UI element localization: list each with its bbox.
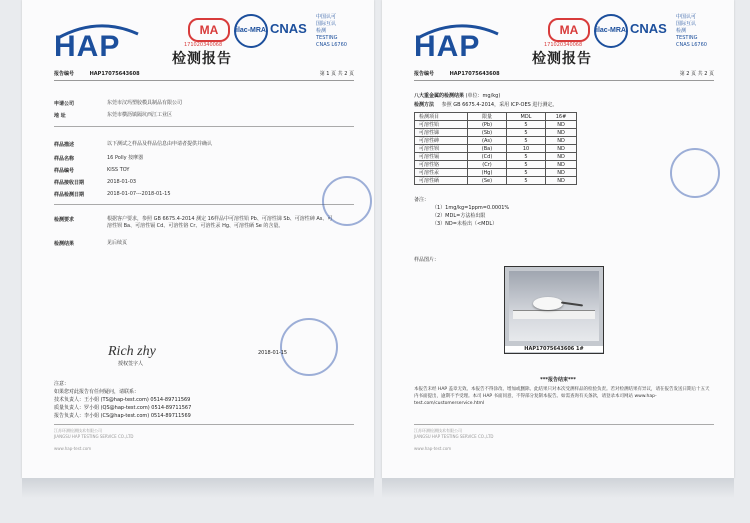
accreditation-block (676, 14, 716, 49)
seal-stamp (280, 318, 338, 376)
ilac-mra-logo: ilac-MRA (594, 14, 628, 48)
field-label: 样品描述 (54, 142, 75, 148)
column-header: 检测项目 (415, 113, 468, 121)
hap-logo-text: HAP (414, 30, 481, 63)
footer-company-cn: 江苏环测检测技术有限公司 (54, 428, 102, 433)
page-shadow (22, 478, 374, 498)
table-cell: (As) (468, 137, 507, 145)
sample-photo (504, 266, 604, 354)
report-header-row (414, 70, 714, 81)
remark-line: （2）MDL=方法检出限 (432, 213, 486, 219)
table-row (415, 137, 577, 145)
field-label: 样品编号 (54, 168, 75, 174)
table-cell: (Pb) (468, 121, 507, 129)
table-cell: (Se) (468, 177, 507, 185)
table-cell: (Cr) (468, 161, 507, 169)
field-label: 样品接收日期 (54, 180, 85, 186)
accreditation-line: CNAS L6760 (676, 42, 707, 48)
table-cell: 5 (507, 129, 546, 137)
field-label: 地 址 (54, 113, 66, 119)
table-cell: 可溶性硒 (415, 177, 468, 185)
footer-website: www.hap-test.com (54, 446, 92, 451)
table-cell: ND (546, 137, 577, 145)
field-label: 检测结果 (54, 241, 75, 247)
sign-date: 2018-01-15 (258, 350, 288, 356)
divider (54, 204, 354, 205)
table-cell: ND (546, 169, 577, 177)
accreditation-line: 检测 (316, 28, 327, 34)
remark-line: （1）1mg/kg=1ppm=0.0001% (432, 205, 510, 211)
method-text: 参照 GB 6675.4-2014，采用 ICP-OES 进行测定。 (441, 102, 558, 108)
sample-photo-image (509, 271, 599, 341)
report-title: 检测报告 (532, 51, 592, 67)
ruler-icon (513, 310, 595, 319)
accreditation-line: 国际互认 (676, 21, 697, 27)
field-label: 申请公司 (54, 101, 75, 107)
photo-label: 样品图片： (414, 257, 440, 263)
footer-company-en: JIANGSU HAP TESTING SERVICE CO.,LTD (54, 434, 134, 439)
accreditation-line: TESTING (676, 35, 698, 41)
field-label: 检测要求 (54, 217, 75, 223)
report-page-1 (22, 0, 374, 478)
cma-logo: MA (188, 18, 230, 42)
cnas-logo: CNAS (270, 21, 307, 36)
hap-logo (54, 22, 142, 66)
section-title-row (414, 92, 500, 99)
remarks-block (414, 196, 509, 228)
metal-results-table (414, 112, 577, 185)
footer-website: www.hap-test.com (414, 446, 452, 451)
report-page-2 (382, 0, 734, 478)
cert-number: 171020340068 (544, 42, 583, 48)
table-cell: ND (546, 145, 577, 153)
field-value: 2018-01-07---2018-01-15 (107, 191, 171, 197)
signer-label: 授权签字人 (118, 361, 144, 367)
report-header-row (54, 70, 354, 81)
divider (54, 424, 354, 425)
page-shadow (382, 478, 734, 498)
footer-company-en: JIANGSU HAP TESTING SERVICE CO.,LTD (414, 434, 494, 439)
note-line: 质量负责人：罗小姐 (QS@hap-test.com) 0514-89711567 (54, 405, 192, 411)
table-cell: ND (546, 153, 577, 161)
table-cell: 可溶性锑 (415, 129, 468, 137)
field-value: 东莞市汉玛塑胶模具制品有限公司 (107, 100, 183, 106)
table-cell: 10 (507, 145, 546, 153)
field-value: KISS TOY (107, 167, 130, 173)
table-header-row (415, 113, 577, 121)
table-cell: ND (546, 129, 577, 137)
field-label: 样品检测日期 (54, 192, 85, 198)
page-indicator: 第 2 页 共 2 页 (679, 71, 714, 77)
report-no-label: 报告编号 (414, 71, 435, 77)
field-value: 见后续页 (107, 240, 128, 246)
field-value: 16 Polly 按摩器 (107, 155, 144, 161)
remark-line: （3）ND=未检出（<MDL） (432, 221, 498, 227)
ilac-mra-logo: ilac-MRA (234, 14, 268, 48)
table-row (415, 129, 577, 137)
page-indicator: 第 1 页 共 2 页 (319, 71, 354, 77)
note-line: 技术负责人：王小姐 (TS@hap-test.com) 0514-89711569 (54, 397, 191, 403)
table-cell: (Cd) (468, 153, 507, 161)
report-no: HAP17075643608 (449, 71, 500, 77)
table-row (415, 153, 577, 161)
table-row (415, 161, 577, 169)
footer-company-cn: 江苏环测检测技术有限公司 (414, 428, 462, 433)
table-cell: 可溶性汞 (415, 169, 468, 177)
column-header: 16# (546, 113, 577, 121)
table-cell: 可溶性砷 (415, 137, 468, 145)
massager-egg-icon (533, 297, 563, 310)
seal-stamp (670, 148, 720, 198)
table-cell: 可溶性钡 (415, 145, 468, 153)
field-value: 根据客户要求，参照 GB 6675.4-2014 测定 16样品中可溶性铅 Pb、可溶性锑 Sb、可溶性砷 As、可溶性钡 Ba、可溶性镉 Cd、可溶性铬 Cr、可溶性汞 Hg、可溶性硒 Se 的含量。 (107, 216, 333, 229)
table-cell: ND (546, 161, 577, 169)
note-line: 报告负责人：李小姐 (CS@hap-test.com) 0514-89711569 (54, 413, 191, 419)
accreditation-line: CNAS L6760 (316, 42, 347, 48)
table-cell: 5 (507, 161, 546, 169)
table-cell: 5 (507, 169, 546, 177)
table-cell: 可溶性铅 (415, 121, 468, 129)
table-cell: ND (546, 177, 577, 185)
accreditation-line: 国际互认 (316, 21, 337, 27)
report-end: ***报告结束*** (540, 377, 576, 383)
accreditation-line: 中国认可 (316, 14, 337, 20)
remarks-label: 备注： (414, 197, 430, 203)
report-title: 检测报告 (172, 51, 232, 67)
table-cell: ND (546, 121, 577, 129)
hap-logo (414, 22, 502, 66)
cnas-logo: CNAS (630, 21, 667, 36)
disclaimer: 本报告未经 HAP 盖章无效。本报告不得涂改、增加或删除。此结果只对本次受测样品的检验负责。若对检测结果有异议，请在报告发送日期后十五天内书面提出，逾期不予受理。本司 HAP 书面同意，不得部分复制本报告。如需查询有关条款，请登录本司网站 www.hap-test.com/customerservice.html (414, 387, 710, 406)
cable-icon (561, 301, 583, 306)
table-row (415, 177, 577, 185)
notes-intro: 注意： (54, 381, 70, 387)
section-title: 八大重金属的检测结果 (414, 93, 465, 99)
field-value: 东莞市横沥镇隔坑西江工业区 (107, 112, 173, 118)
table-cell: (Hg) (468, 169, 507, 177)
table-cell: (Ba) (468, 145, 507, 153)
note-line: 如果您对此报告有任何疑问，请联系： (54, 389, 140, 395)
table-cell: 5 (507, 177, 546, 185)
column-header: 限量 (468, 113, 507, 121)
report-no: HAP17075643608 (89, 71, 140, 77)
accreditation-line: 检测 (676, 28, 687, 34)
method-row (414, 101, 557, 108)
table-cell: (Sb) (468, 129, 507, 137)
signature-image: Rich zhy (108, 344, 156, 359)
field-label: 样品名称 (54, 156, 75, 162)
column-header: MDL (507, 113, 546, 121)
accreditation-line: 中国认可 (676, 14, 697, 20)
table-row (415, 169, 577, 177)
table-row (415, 121, 577, 129)
field-value: 以下测试之样品及样品信息由申请者提供并确认 (107, 141, 213, 147)
table-cell: 5 (507, 153, 546, 161)
divider (54, 126, 354, 127)
table-row (415, 145, 577, 153)
table-cell: 可溶性铬 (415, 161, 468, 169)
seal-stamp (322, 176, 372, 226)
accreditation-line: TESTING (316, 35, 338, 41)
method-label: 检测方法 (414, 102, 435, 108)
hap-logo-text: HAP (54, 30, 121, 63)
contact-notes (54, 380, 191, 420)
cma-logo: MA (548, 18, 590, 42)
divider (414, 424, 714, 425)
cert-number: 171020340068 (184, 42, 223, 48)
table-cell: 5 (507, 121, 546, 129)
table-cell: 可溶性镉 (415, 153, 468, 161)
accreditation-block (316, 14, 356, 49)
table-cell: 5 (507, 137, 546, 145)
field-value: 2018-01-03 (107, 179, 137, 185)
photo-caption: HAP17075643606 1# (505, 346, 603, 352)
section-unit: (单位：mg/kg) (465, 93, 501, 99)
report-no-label: 报告编号 (54, 71, 75, 77)
